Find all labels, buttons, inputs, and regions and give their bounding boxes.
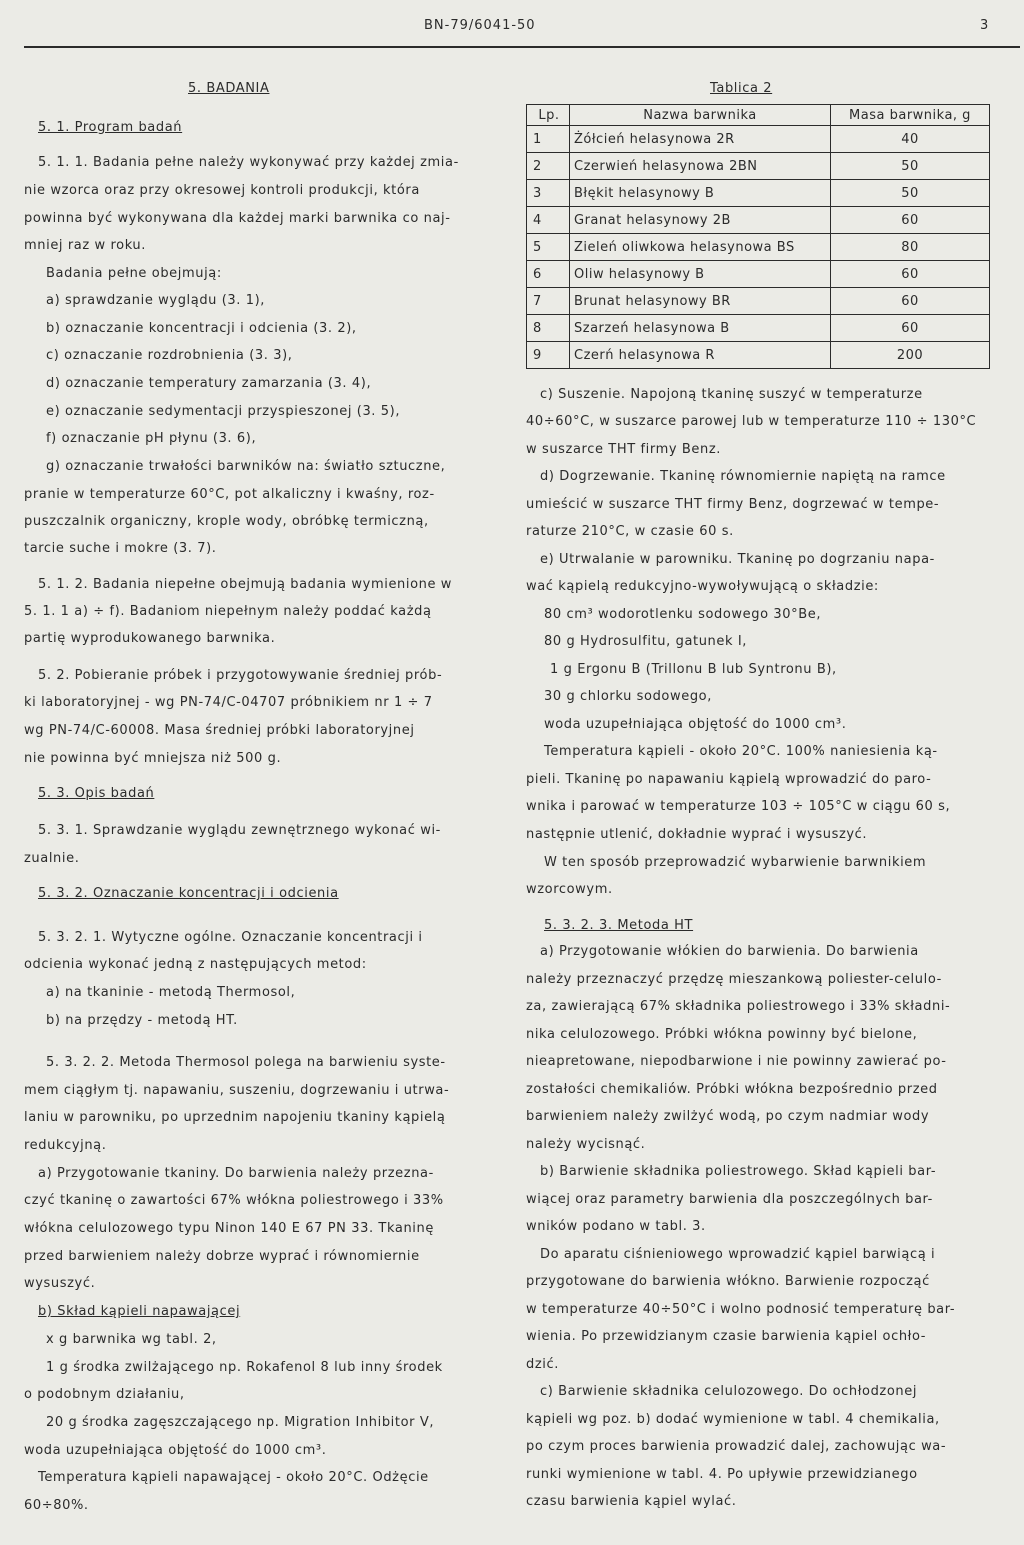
paragraph-line: laniu w parowniku, po uprzednim napojeniu tkaniny kąpielą [24,1110,446,1125]
recipe-item: 30 g chlorku sodowego, [544,689,712,704]
paragraph-line: e) Utrwalanie w parowniku. Tkaninę po dogrzaniu napa- [540,552,935,567]
paragraph-line: 5. 3. 2. 2. Metoda Thermosol polega na barwieniu syste- [46,1055,446,1070]
paragraph-line: nie powinna być mniejsza niż 500 g. [24,751,282,766]
table-cell: 9 [527,342,570,369]
recipe-item: 80 g Hydrosulfitu, gatunek I, [544,634,748,649]
paragraph-line: W ten sposób przeprowadzić wybarwienie barwnikiem [544,855,927,870]
paragraph-line: należy przeznaczyć przędzę mieszankową poliester-celulo- [526,972,942,987]
table-row [527,234,990,261]
table-cell: 2 [527,153,570,180]
table-row [527,180,990,207]
paragraph-line: wiącej oraz parametry barwienia dla poszczególnych bar- [526,1192,933,1207]
paragraph-line: odcienia wykonać jedną z następujących metod: [24,957,367,972]
paragraph-line: czyć tkaninę o zawartości 67% włókna poliestrowego i 33% [24,1193,444,1208]
table-cell: Granat helasynowy 2B [570,207,831,234]
table-cell: Brunat helasynowy BR [570,288,831,315]
paragraph-line: 5. 2. Pobieranie próbek i przygotowywanie średniej prób- [38,668,443,683]
paragraph-line: należy wycisnąć. [526,1137,646,1152]
table-cell: 4 [527,207,570,234]
header-rule [24,46,1020,48]
table-row [527,288,990,315]
table-header-cell: Nazwa barwnika [570,105,831,126]
table-header-row [527,105,990,126]
table-cell: 200 [831,342,990,369]
table-cell: 40 [831,126,990,153]
table-cell: 5 [527,234,570,261]
table-cell: 3 [527,180,570,207]
subsection-heading: 5. 3. Opis badań [38,786,155,801]
paragraph-line: d) Dogrzewanie. Tkaninę równomiernie napiętą na ramce [540,469,946,484]
table-cell: Zieleń oliwkowa helasynowa BS [570,234,831,261]
paragraph-line: w temperaturze 40÷50°C i wolno podnosić temperaturę bar- [526,1302,956,1317]
paragraph-line: Temperatura kąpieli napawającej - około 20°C. Odżęcie [38,1470,429,1485]
table-row [527,315,990,342]
paragraph-line: zualnie. [24,851,80,866]
table-row [527,261,990,288]
paragraph-line: 5. 1. 1. Badania pełne należy wykonywać przy każdej zmia- [38,155,459,170]
list-item: g) oznaczanie trwałości barwników na: światło sztuczne, [46,459,446,474]
list-item: f) oznaczanie pH płynu (3. 6), [46,431,257,446]
table-cell: Czerń helasynowa R [570,342,831,369]
paragraph-line: Temperatura kąpieli - około 20°C. 100% naniesienia ką- [544,744,938,759]
paragraph-line: mem ciągłym tj. napawaniu, suszeniu, dogrzewaniu i utrwa- [24,1083,450,1098]
paragraph-line: po czym proces barwienia prowadzić dalej, zachowując wa- [526,1439,947,1454]
list-item: e) oznaczanie sedymentacji przyspieszonej (3. 5), [46,404,401,419]
paragraph-line: redukcyjną. [24,1138,107,1153]
subsection-heading: b) Skład kąpieli napawającej [38,1304,241,1319]
paragraph-line: przygotowane do barwienia włókno. Barwienie rozpocząć [526,1274,930,1289]
list-item: c) oznaczanie rozdrobnienia (3. 3), [46,348,293,363]
paragraph-line: Do aparatu ciśnieniowego wprowadzić kąpiel barwiącą i [540,1247,936,1262]
paragraph-line: b) Barwienie składnika poliestrowego. Skład kąpieli bar- [540,1164,937,1179]
table-header-cell: Lp. [527,105,570,126]
table-header-cell: Masa barwnika, g [831,105,990,126]
table-row [527,342,990,369]
section-heading-badania: 5. BADANIA [188,81,270,96]
table-cell: 7 [527,288,570,315]
paragraph-line: nie wzorca oraz przy okresowej kontroli produkcji, która [24,183,420,198]
paragraph-line: umieścić w suszarce THT firmy Benz, dogrzewać w tempe- [526,497,940,512]
paragraph-line: nika celulozowego. Próbki włókna powinny być bielone, [526,1027,918,1042]
paragraph-line: wnika i parować w temperaturze 103 ÷ 105°C w ciągu 60 s, [526,799,951,814]
paragraph-line: pieli. Tkaninę po napawaniu kąpielą wprowadzić do paro- [526,772,932,787]
paragraph-line: woda uzupełniająca objętość do 1000 cm³. [24,1443,327,1458]
list-item: b) na przędzy - metodą HT. [46,1013,238,1028]
paragraph-line: czasu barwienia kąpiel wylać. [526,1494,737,1509]
paragraph-line: wg PN-74/C-60008. Masa średniej próbki laboratoryjnej [24,723,415,738]
table-cell: 60 [831,288,990,315]
paragraph-line: mniej raz w roku. [24,238,147,253]
paragraph-line: raturze 210°C, w czasie 60 s. [526,524,734,539]
paragraph-line: nieapretowane, niepodbarwione i nie powinny zawierać po- [526,1054,947,1069]
table-row [527,207,990,234]
list-item: b) oznaczanie koncentracji i odcienia (3. 2), [46,321,357,336]
paragraph-line: wysuszyć. [24,1276,96,1291]
table-cell: 60 [831,261,990,288]
paragraph-line: powinna być wykonywana dla każdej marki barwnika co naj- [24,211,451,226]
recipe-item: woda uzupełniająca objętość do 1000 cm³. [544,717,847,732]
paragraph-line: a) Przygotowanie włókien do barwienia. Do barwienia [540,944,919,959]
dyes-table [526,104,990,369]
paragraph-line: tarcie suche i mokre (3. 7). [24,541,217,556]
paragraph-line: 5. 3. 2. 1. Wytyczne ogólne. Oznaczanie koncentracji i [38,930,423,945]
table-cell: 8 [527,315,570,342]
paragraph-line: następnie utlenić, dokładnie wyprać i wysuszyć. [526,827,868,842]
paragraph-line: 20 g środka zagęszczającego np. Migration Inhibitor V, [46,1415,435,1430]
page-header [0,18,1024,42]
paragraph-line: 5. 1. 1 a) ÷ f). Badaniom niepełnym należy poddać każdą [24,604,432,619]
table-cell: Błękit helasynowy B [570,180,831,207]
paragraph-line: o podobnym działaniu, [24,1387,185,1402]
paragraph-line: pranie w temperaturze 60°C, pot alkaliczny i kwaśny, roz- [24,487,435,502]
paragraph-line: kąpieli wg poz. b) dodać wymienione w tabl. 4 chemikalia, [526,1412,940,1427]
list-item: a) na tkaninie - metodą Thermosol, [46,985,296,1000]
document-code: BN-79/6041-50 [424,18,536,33]
paragraph-line: puszczalnik organiczny, krople wody, obróbkę termiczną, [24,514,429,529]
table-cell: 6 [527,261,570,288]
subsection-heading: 5. 3. 2. Oznaczanie koncentracji i odcienia [38,886,339,901]
table-cell: Czerwień helasynowa 2BN [570,153,831,180]
paragraph-line: wać kąpielą redukcyjno-wywoływującą o składzie: [526,579,879,594]
list-item: d) oznaczanie temperatury zamarzania (3. 4), [46,376,372,391]
table-cell: Szarzeń helasynowa B [570,315,831,342]
paragraph-line: włókna celulozowego typu Ninon 140 E 67 PN 33. Tkaninę [24,1221,434,1236]
paragraph-line: wzorcowym. [526,882,613,897]
paragraph-line: runki wymienione w tabl. 4. Po upływie przewidzianego [526,1467,918,1482]
page-number: 3 [980,18,990,33]
list-item: a) sprawdzanie wyglądu (3. 1), [46,293,266,308]
paragraph-line: 40÷60°C, w suszarce parowej lub w temperaturze 110 ÷ 130°C [526,414,977,429]
paragraph-line: 5. 1. 2. Badania niepełne obejmują badania wymienione w [38,577,453,592]
paragraph-line: w suszarce THT firmy Benz. [526,442,721,457]
paragraph-line: ki laboratoryjnej - wg PN-74/C-04707 próbnikiem nr 1 ÷ 7 [24,695,433,710]
paragraph-line: dzić. [526,1357,559,1372]
table-cell: 60 [831,207,990,234]
recipe-item: 80 cm³ wodorotlenku sodowego 30°Be, [544,607,822,622]
paragraph-line: przed barwieniem należy dobrze wyprać i równomiernie [24,1249,420,1264]
table-cell: Oliw helasynowy B [570,261,831,288]
paragraph-line: 1 g środka zwilżającego np. Rokafenol 8 lub inny środek [46,1360,443,1375]
paragraph-line: barwieniem należy zwilżyć wodą, po czym nadmiar wody [526,1109,930,1124]
paragraph-line: 5. 3. 1. Sprawdzanie wyglądu zewnętrznego wykonać wi- [38,823,441,838]
paragraph-line: zostałości chemikaliów. Próbki włókna bezpośrednio przed [526,1082,938,1097]
table-cell: 80 [831,234,990,261]
table-row [527,126,990,153]
paragraph-line: a) Przygotowanie tkaniny. Do barwienia należy przezna- [38,1166,434,1181]
table-cell: Żółcień helasynowa 2R [570,126,831,153]
table-row [527,153,990,180]
table-cell: 50 [831,153,990,180]
paragraph-line: wników podano w tabl. 3. [526,1219,706,1234]
table-cell: 50 [831,180,990,207]
paragraph-line: za, zawierającą 67% składnika poliestrowego i 33% składni- [526,999,951,1014]
table-cell: 60 [831,315,990,342]
table-caption: Tablica 2 [710,81,773,96]
paragraph-line: 60÷80%. [24,1498,89,1513]
paragraph-line: Badania pełne obejmują: [46,266,222,281]
paragraph-line: wienia. Po przewidzianym czasie barwienia kąpiel ochło- [526,1329,927,1344]
subsection-heading: 5. 3. 2. 3. Metoda HT [544,918,694,933]
recipe-item: 1 g Ergonu B (Trillonu B lub Syntronu B), [550,662,837,677]
paragraph-line: c) Barwienie składnika celulozowego. Do ochłodzonej [540,1384,918,1399]
paragraph-line: c) Suszenie. Napojoną tkaninę suszyć w temperaturze [540,387,923,402]
table-cell: 1 [527,126,570,153]
paragraph-line: x g barwnika wg tabl. 2, [46,1332,217,1347]
paragraph-line: partię wyprodukowanego barwnika. [24,631,276,646]
subsection-heading: 5. 1. Program badań [38,120,183,135]
